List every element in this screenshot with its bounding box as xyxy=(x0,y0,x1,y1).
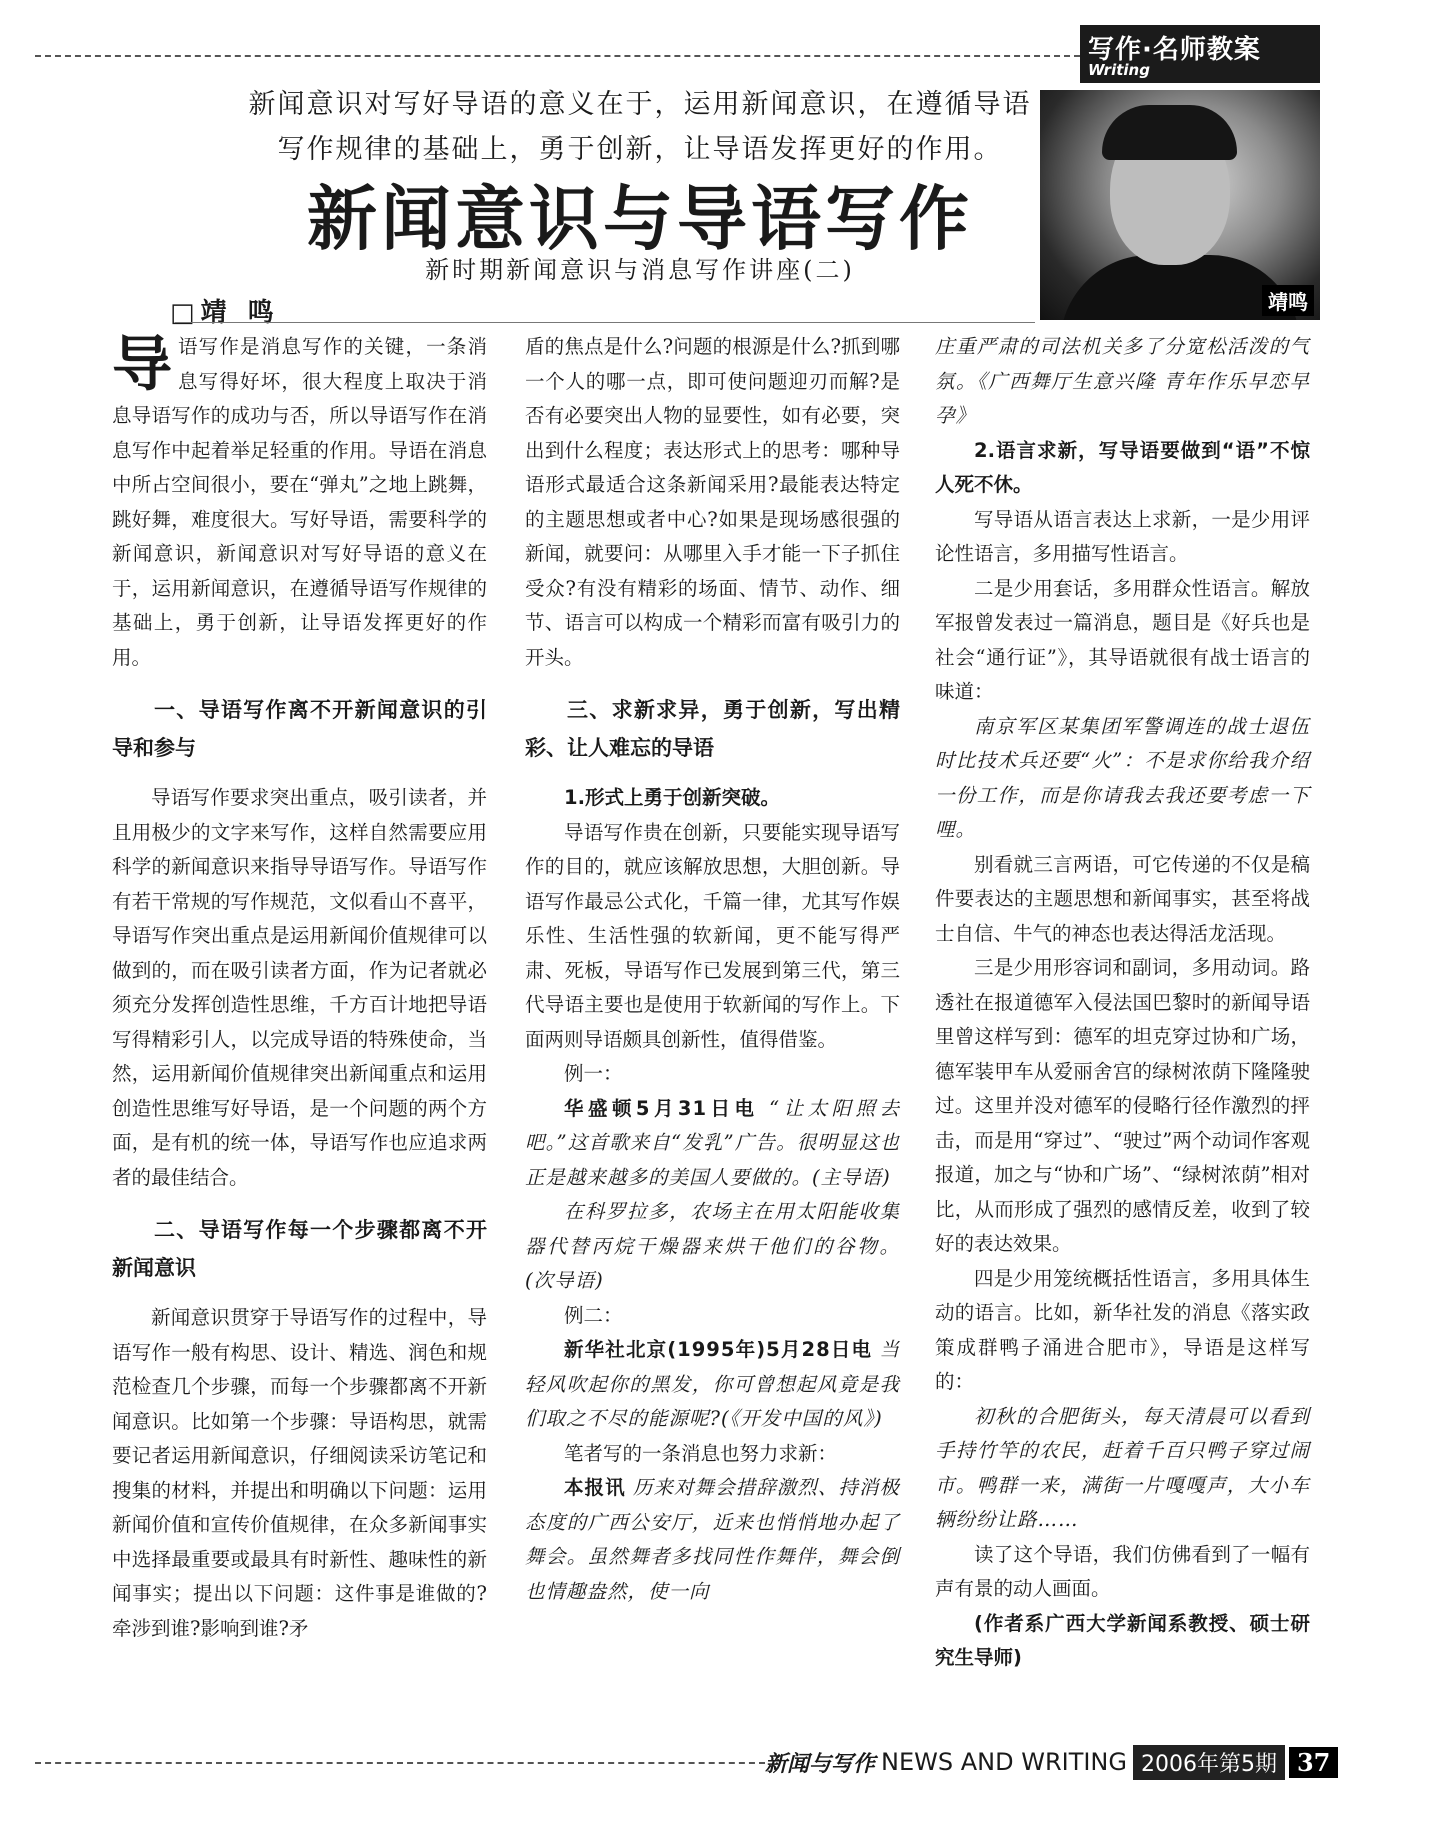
quote-2: 南京军区某集团军警调连的战士退伍时比技术兵还要“火”：不是求你给我介绍一份工作，而是你请我去我还要考虑一下哩。 xyxy=(935,714,1310,841)
col3-paragraph-4: 三是少用形容词和副词，多用动词。路透社在报道德军入侵法国巴黎时的新闻导语里曾这样写到：德军的坦克穿过协和广场，德军装甲车从爱丽舍宫的绿树浓荫下隆隆驶过。这里并没对德军的侵略行径作激烈的抨击，而是用“穿过”、“驶过”两个动词作客观报道，加之与“协和广场”、“绿树浓荫”相对比，从而形成了强烈的感情反差，收到了较好的表达效果。 xyxy=(935,956,1310,1255)
author-byline: □靖 鸣 xyxy=(170,298,280,328)
column-1 xyxy=(112,330,487,1646)
top-dashed-rule xyxy=(35,55,1080,57)
col2-paragraph-1: 盾的焦点是什么?问题的根源是什么?抓到哪一个人的哪一点，即可使问题迎刃而解?是否有必要突出人物的显要性，如有必要，突出到什么程度；表达形式上的思考：哪种导语形式最适合这条新闻采用?最能表达特定的主题思想或者中心?如果是现场感很强的新闻，就要问：从哪里入手才能一下子抓住受众?有没有精彩的场面、情节、动作、细节、语言可以构成一个精彩而富有吸引力的开头。 xyxy=(525,335,900,669)
col2-paragraph-3: 笔者写的一条消息也努力求新： xyxy=(564,1441,838,1465)
column-3 xyxy=(935,330,1310,1676)
photo-hair xyxy=(1102,105,1237,160)
example-1-text: “让太阳照去吧。”这首歌来自“发乳”广告。很明显这也正是越来越多的美国人要做的。(主导语) xyxy=(525,1096,900,1189)
col3-paragraph-2: 二是少用套话，多用群众性语言。解放军报曾发表过一篇消息，题目是《好兵也是社会“通行证”》，其导语就很有战士语言的味道： xyxy=(935,576,1310,703)
example-1 xyxy=(525,1092,900,1196)
example-2 xyxy=(525,1333,900,1437)
issue-label: 2006年第5期 xyxy=(1133,1745,1285,1780)
example-3 xyxy=(525,1471,900,1609)
column-2 xyxy=(525,330,900,1609)
intro-summary: 新闻意识对写好导语的意义在于，运用新闻意识，在遵循导语写作规律的基础上，勇于创新，让导语发挥更好的作用。 xyxy=(248,89,1032,165)
example-2-text: 当轻风吹起你的黑发，你可曾想起风竟是我们取之不尽的能源呢?(《开发中国的风》) xyxy=(525,1338,900,1430)
example-3-text: 历来对舞会措辞激烈、持消极态度的广西公安厅，近来也悄悄地办起了舞会。虽然舞者多找同性作舞伴，舞会倒也情趣盎然，使一向 xyxy=(525,1476,900,1603)
col1-paragraph-3: 新闻意识贯穿于导语写作的过程中，导语写作一般有构思、设计、精选、润色和规范检查几个步骤，而每一个步骤都离不开新闻意识。比如第一个步骤：导语构思，就需要记者运用新闻意识，仔细阅读采访笔记和搜集的材料，并提出和明确以下问题：运用新闻价值和宣传价值规律，在众多新闻事实中选择最重要或最具有时新性、趣味性的新闻事实；提出以下问题：这件事是谁做的?牵涉到谁?影响到谁?矛 xyxy=(112,1306,487,1640)
col3-paragraph-6: 读了这个导语，我们仿佛看到了一幅有声有景的动人画面。 xyxy=(935,1542,1310,1600)
section-tag xyxy=(1080,25,1320,83)
photo-caption: 靖鸣 xyxy=(1262,285,1314,316)
subheading-1: 1.形式上勇于创新突破。 xyxy=(564,786,780,809)
byline-rule xyxy=(175,322,1035,323)
col1-paragraph-2: 导语写作要求突出重点，吸引读者，并且用极少的文字来写作，这样自然需要应用科学的新闻意识来指导导语写作。导语写作有若干常规的写作规范，文似看山不喜平，导语写作突出重点是运用新闻价值规律可以做到的，而在吸引读者方面，作为记者就必须充分发挥创造性思维，千方百计地把导语写得精彩引人，以完成导语的特殊使命，当然，运用新闻价值规律突出新闻重点和运用创造性思维写好导语，是一个问题的两个方面，是有机的统一体，导语写作也应追求两者的最佳结合。 xyxy=(112,786,487,1189)
page-number: 37 xyxy=(1289,1747,1338,1778)
author-photo xyxy=(1040,90,1320,320)
article-subtitle: 新时期新闻意识与消息写作讲座(二) xyxy=(425,256,855,284)
section-tag-en: Writing xyxy=(1088,61,1150,79)
drop-cap: 导 xyxy=(112,330,172,400)
quote-3: 初秋的合肥街头，每天清晨可以看到手持竹竿的农民，赶着千百只鸭子穿过闹市。鸭群一来，满街一片嘎嘎声，大小车辆纷纷让路…… xyxy=(935,1404,1310,1531)
quote-1: 庄重严肃的司法机关多了分宽松活泼的气氛。《广西舞厅生意兴隆 青年作乐早恋早孕》 xyxy=(935,335,1310,427)
article-title: 新闻意识与导语写作 xyxy=(307,177,973,260)
example-3-dateline: 本报讯 xyxy=(564,1476,626,1499)
example-2-label: 例二： xyxy=(564,1303,623,1327)
author-credit: (作者系广西大学新闻系教授、硕士研究生导师) xyxy=(935,1611,1310,1669)
section-tag-cn: 写作·名师教案 xyxy=(1088,35,1261,65)
page-footer xyxy=(765,1745,1338,1779)
col2-paragraph-2: 导语写作贵在创新，只要能实现导语写作的目的，就应该解放思想，大胆创新。导语写作最忌公式化，千篇一律，尤其写作娱乐性、生活性强的软新闻，更不能写得严肃、死板，导语写作已发展到第三代，第三代导语主要也是使用于软新闻的写作上。下面两则导语颇具创新性，值得借鉴。 xyxy=(525,820,900,1051)
example-1-dateline: 华盛顿5月31日电 xyxy=(564,1096,759,1120)
heading-1: 一、导语写作离不开新闻意识的引导和参与 xyxy=(112,698,487,760)
magazine-logo: 新闻与写作 xyxy=(765,1750,876,1777)
col3-paragraph-3: 别看就三言两语，可它传递的不仅是稿件要表达的主题思想和新闻事实，甚至将战士自信、牛气的神态也表达得活龙活现。 xyxy=(935,852,1310,945)
example-1-label: 例一： xyxy=(564,1062,623,1085)
col3-paragraph-1: 写导语从语言表达上求新，一是少用评论性语言，多用描写性语言。 xyxy=(935,507,1310,565)
example-2-dateline: 新华社北京(1995年)5月28日电 xyxy=(564,1338,873,1361)
col3-paragraph-5: 四是少用笼统概括性语言，多用具体生动的语言。比如，新华社发的消息《落实政策成群鸭子涌进合肥市》，导语是这样写的： xyxy=(935,1266,1310,1393)
col1-p1-text: 语写作是消息写作的关键，一条消息写得好坏，很大程度上取决于消息导语写作的成功与否，所以导语写作在消息写作中起着举足轻重的作用。导语在消息中所占空间很小，要在“弹丸”之地上跳舞，跳好舞，难度很大。写好导语，需要科学的新闻意识，新闻意识对写好导语的意义在于，运用新闻意识，在遵循导语写作规律的基础上，勇于创新，让导语发挥更好的作用。 xyxy=(112,335,487,669)
subheading-2: 2.语言求新，写导语要做到“语”不惊人死不休。 xyxy=(935,438,1310,496)
magazine-name: NEWS AND WRITING xyxy=(881,1748,1127,1776)
footer-dashed-rule xyxy=(35,1762,765,1764)
col1-paragraph-1 xyxy=(112,330,487,675)
example-1-sub: 在科罗拉多，农场主在用太阳能收集器代替丙烷干燥器来烘干他们的谷物。(次导语) xyxy=(525,1200,900,1292)
heading-2: 二、导语写作每一个步骤都离不开新闻意识 xyxy=(112,1218,487,1280)
heading-3: 三、求新求异，勇于创新，写出精彩、让人难忘的导语 xyxy=(525,698,900,760)
